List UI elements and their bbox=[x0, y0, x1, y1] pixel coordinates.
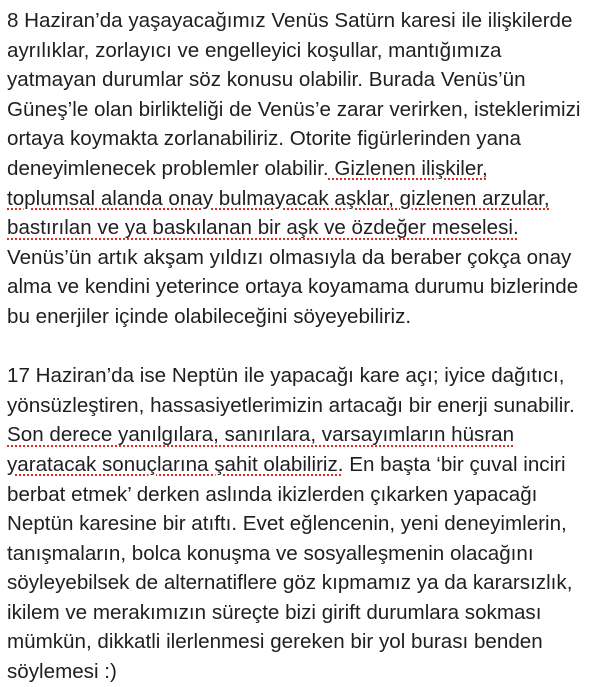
paragraph-spacer bbox=[7, 332, 597, 362]
text-line: yatmayan durumlar söz konusu olabilir. Burada Venüs’ün bbox=[7, 68, 526, 92]
text-line bbox=[7, 450, 597, 480]
spellcheck-underlined-text[interactable]: Gizlenen ilişkiler, bbox=[328, 156, 488, 180]
text-line: söylemesi :) bbox=[7, 660, 117, 684]
text-line bbox=[7, 184, 597, 214]
spellcheck-underlined-text[interactable]: Son derece yanılgılara, sanırılara, varsayımların hüsran bbox=[7, 423, 515, 447]
text-line: Venüs’ün artık akşam yıldızı olmasıyla da beraber çokça onay bbox=[7, 245, 572, 269]
text-line: Neptün karesine bir atıftı. Evet eğlencenin, yeni deneyimlerin, bbox=[7, 512, 567, 536]
text-line bbox=[7, 213, 597, 243]
text-line: tanışmaların, bolca konuşma ve sosyalleşmenin olacağını bbox=[7, 541, 534, 565]
text-line: yönsüzleştiren, hassasiyetlerimizin artacağı bir enerji sunabilir. bbox=[7, 393, 575, 417]
text-line: mümkün, dikkatli ilerlenmesi gereken bir yol burası benden bbox=[7, 630, 543, 654]
spellcheck-underlined-text[interactable]: toplumsal alanda onay bulmayacak aşklar, gizlenen arzular, bbox=[7, 186, 550, 210]
spellcheck-underlined-text[interactable]: bastırılan ve ya baskılanan bir aşk ve özdeğer meselesi. bbox=[7, 216, 519, 240]
paragraph-neptune bbox=[7, 361, 597, 687]
text-line: ortaya koymakta zorlanabiliriz. Otorite figürlerinden yana bbox=[7, 127, 521, 151]
text-line: ikilem ve merakımızın süreçte bizi girift durumlara sokması bbox=[7, 600, 542, 624]
text-line: 17 Haziran’da ise Neptün ile yapacağı kare açı; iyice dağıtıcı, bbox=[7, 364, 565, 388]
paragraph-venus-saturn bbox=[7, 6, 597, 332]
text-line bbox=[7, 420, 597, 450]
text-line: ayrılıklar, zorlayıcı ve engelleyici koşullar, mantığımıza bbox=[7, 38, 502, 62]
text-line: söyleyebilsek de alternatiflere göz kıpmamız ya da kararsızlık, bbox=[7, 571, 573, 595]
text-line: Güneş’le olan birlikteliği de Venüs’e zarar verirken, isteklerimizi bbox=[7, 97, 581, 121]
text-segment: En başta ‘bir çuval inciri bbox=[343, 452, 566, 476]
text-line: berbat etmek’ derken aslında ikizlerden çıkarken yapacağı bbox=[7, 482, 538, 506]
text-segment: deneyimlenecek problemler olabilir. bbox=[7, 156, 329, 180]
document-body bbox=[7, 6, 597, 687]
spellcheck-underlined-text[interactable]: yaratacak sonuçlarına şahit olabiliriz. bbox=[7, 452, 344, 476]
text-line bbox=[7, 154, 597, 184]
text-line: bu enerjiler içinde olabileceğini söyeyebiliriz. bbox=[7, 304, 412, 328]
text-line: 8 Haziran’da yaşayacağımız Venüs Satürn karesi ile ilişkilerde bbox=[7, 9, 573, 32]
text-line: alma ve kendini yeterince ortaya koyamama durumu bizlerinde bbox=[7, 275, 579, 299]
